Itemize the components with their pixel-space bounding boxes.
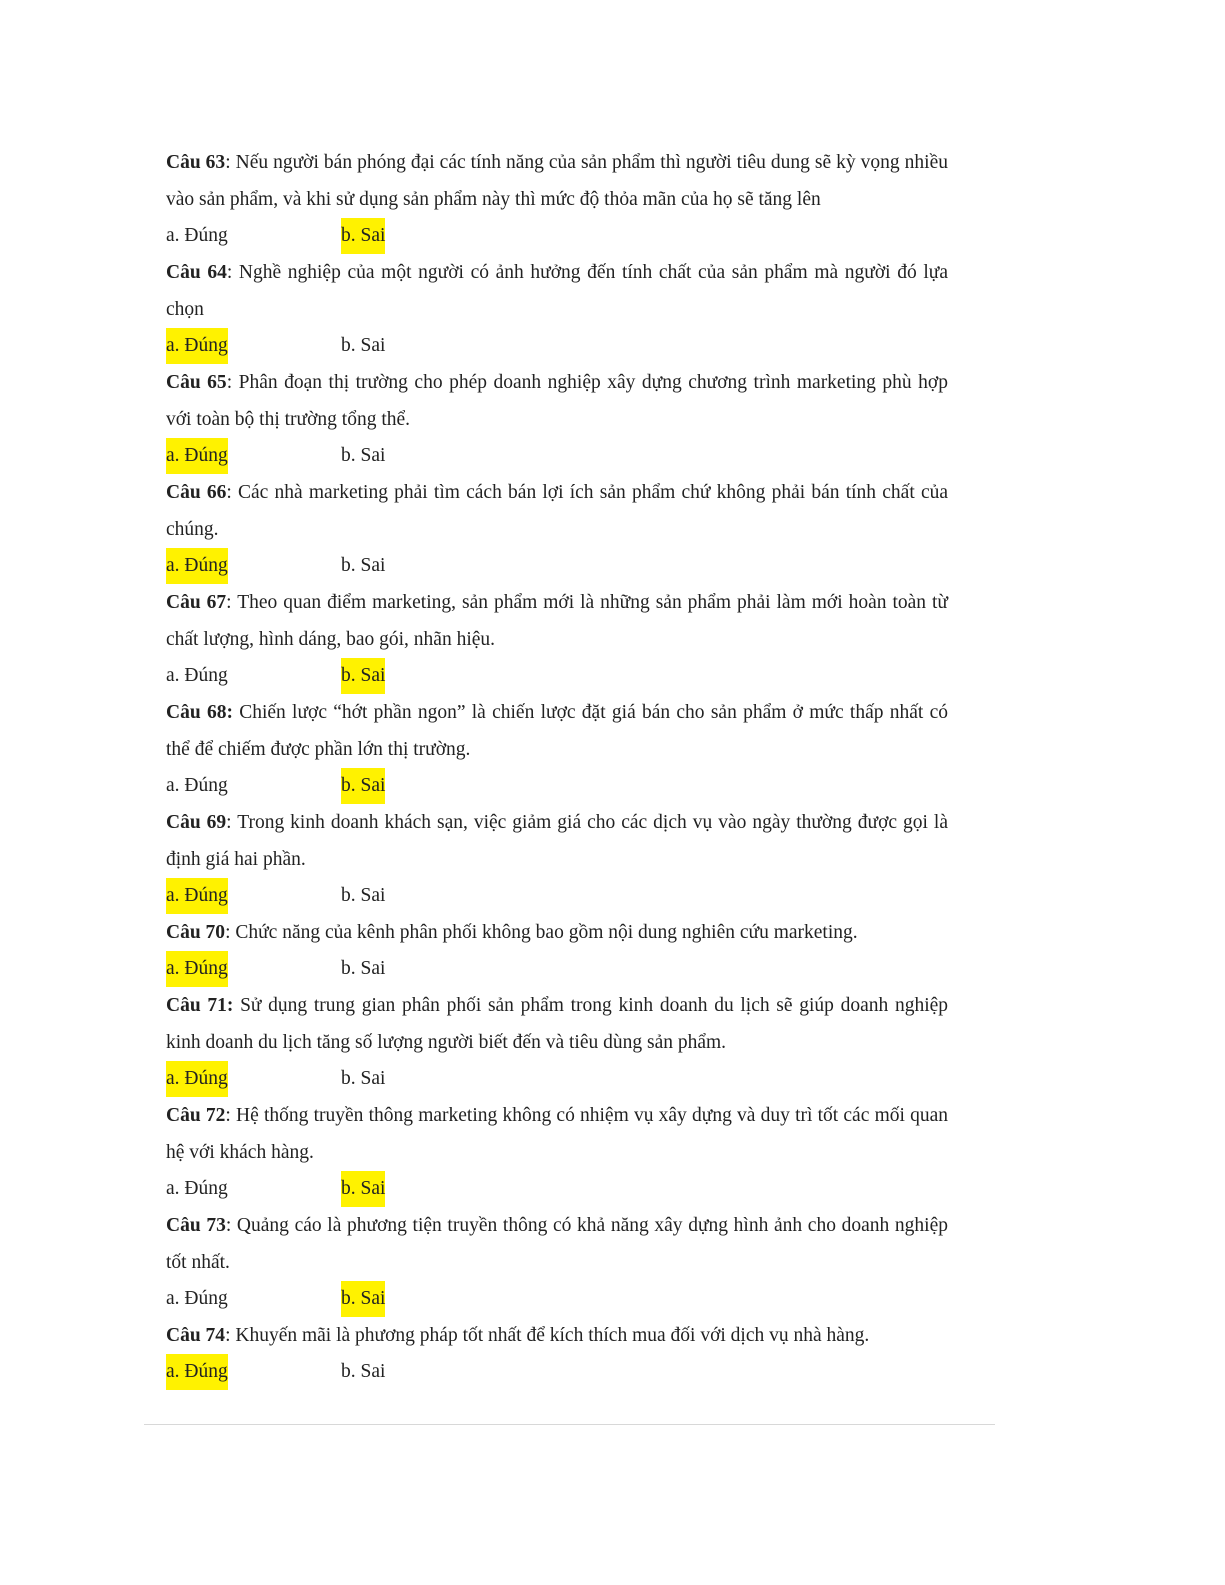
- option-a[interactable]: a. Đúng: [166, 775, 228, 796]
- option-b[interactable]: b. Sai: [341, 1068, 386, 1089]
- question-text: [166, 694, 948, 768]
- question-body: Sử dụng trung gian phân phối sản phẩm trong kinh doanh du lịch sẽ giúp doanh nghiệp kinh doanh du lịch tăng số lượng người biết đến và tiêu dùng sản phẩm.: [166, 995, 949, 1053]
- option-b[interactable]: b. Sai: [341, 885, 386, 906]
- question-text: [166, 1317, 948, 1354]
- option-b-highlighted[interactable]: b. Sai: [341, 218, 385, 254]
- option-b-highlighted[interactable]: b. Sai: [341, 768, 385, 804]
- question-body: Chức năng của kênh phân phối không bao gồm nội dung nghiên cứu marketing.: [235, 922, 858, 943]
- question-separator: :: [225, 922, 236, 943]
- question-separator: :: [226, 372, 239, 393]
- option-b[interactable]: b. Sai: [341, 1361, 386, 1382]
- question-number: Câu 68:: [166, 702, 233, 723]
- option-b[interactable]: b. Sai: [341, 445, 386, 466]
- question-body: Các nhà marketing phải tìm cách bán lợi ích sản phẩm chứ không phải bán tính chất của chúng.: [166, 482, 948, 540]
- answer-options: [166, 1061, 948, 1097]
- question-number: Câu 69: [166, 812, 227, 833]
- question-body: Hệ thống truyền thông marketing không có nhiệm vụ xây dựng và duy trì tốt các mối quan hệ với khách hàng.: [166, 1105, 949, 1163]
- question-text: [166, 987, 948, 1061]
- answer-options: [166, 658, 948, 694]
- answer-options: [166, 438, 948, 474]
- question-text: [166, 1207, 948, 1281]
- option-b[interactable]: b. Sai: [341, 958, 386, 979]
- question-text: [166, 144, 948, 218]
- document-page: [166, 144, 948, 1390]
- option-a-highlighted[interactable]: a. Đúng: [166, 1061, 228, 1097]
- question-text: [166, 364, 948, 438]
- question-body: Quảng cáo là phương tiện truyền thông có khả năng xây dựng hình ảnh cho doanh nghiệp tốt nhất.: [166, 1215, 949, 1273]
- option-b-highlighted[interactable]: b. Sai: [341, 1171, 385, 1207]
- answer-options: [166, 1281, 948, 1317]
- question-text: [166, 914, 948, 951]
- option-a[interactable]: a. Đúng: [166, 1288, 228, 1309]
- question-number: Câu 70: [166, 922, 226, 943]
- question-body: Nghề nghiệp của một người có ảnh hưởng đến tính chất của sản phẩm mà người đó lựa chọn: [166, 262, 948, 320]
- option-b-highlighted[interactable]: b. Sai: [341, 658, 385, 694]
- option-b-highlighted[interactable]: b. Sai: [341, 1281, 385, 1317]
- question-74: [166, 1317, 948, 1390]
- question-text: [166, 584, 948, 658]
- question-body: Nếu người bán phóng đại các tính năng của sản phẩm thì người tiêu dung sẽ kỳ vọng nhiều vào sản phẩm, và khi sử dụng sản phẩm này thì mức độ thỏa mãn của họ sẽ tăng lên: [166, 152, 948, 210]
- option-a-highlighted[interactable]: a. Đúng: [166, 1354, 228, 1390]
- question-separator: :: [226, 482, 239, 503]
- question-body: Trong kinh doanh khách sạn, việc giảm giá cho các dịch vụ vào ngày thường được gọi là định giá hai phần.: [166, 812, 948, 870]
- question-separator: :: [225, 1105, 237, 1126]
- question-72: [166, 1097, 948, 1207]
- question-separator: :: [226, 812, 238, 833]
- question-69: [166, 804, 948, 914]
- answer-options: [166, 1354, 948, 1390]
- answer-options: [166, 218, 948, 254]
- question-separator: :: [225, 1215, 237, 1236]
- question-66: [166, 474, 948, 584]
- option-a-highlighted[interactable]: a. Đúng: [166, 438, 228, 474]
- option-a[interactable]: a. Đúng: [166, 665, 228, 686]
- question-number: Câu 63: [166, 152, 226, 173]
- question-number: Câu 72: [166, 1105, 226, 1126]
- question-70: [166, 914, 948, 987]
- answer-options: [166, 878, 948, 914]
- question-body: Chiến lược “hớt phần ngon” là chiến lược đặt giá bán cho sản phẩm ở mức thấp nhất có thể để chiếm được phần lớn thị trường.: [166, 702, 948, 760]
- question-body: Khuyến mãi là phương pháp tốt nhất để kích thích mua đối với dịch vụ nhà hàng.: [235, 1325, 870, 1346]
- answer-options: [166, 951, 948, 987]
- question-text: [166, 254, 948, 328]
- question-number: Câu 64: [166, 262, 227, 283]
- question-63: [166, 144, 948, 254]
- question-number: Câu 74: [166, 1325, 226, 1346]
- answer-options: [166, 768, 948, 804]
- option-a-highlighted[interactable]: a. Đúng: [166, 328, 228, 364]
- option-a-highlighted[interactable]: a. Đúng: [166, 951, 228, 987]
- answer-options: [166, 328, 948, 364]
- question-body: Phân đoạn thị trường cho phép doanh nghiệp xây dựng chương trình marketing phù hợp với toàn bộ thị trường tổng thể.: [166, 372, 948, 430]
- answer-options: [166, 1171, 948, 1207]
- question-number: Câu 73: [166, 1215, 226, 1236]
- question-number: Câu 71:: [166, 995, 234, 1016]
- answer-options: [166, 548, 948, 584]
- question-separator: :: [225, 152, 236, 173]
- option-a-highlighted[interactable]: a. Đúng: [166, 548, 228, 584]
- option-a[interactable]: a. Đúng: [166, 225, 228, 246]
- option-a[interactable]: a. Đúng: [166, 1178, 228, 1199]
- question-number: Câu 67: [166, 592, 227, 613]
- question-separator: :: [226, 592, 238, 613]
- question-number: Câu 65: [166, 372, 227, 393]
- question-number: Câu 66: [166, 482, 227, 503]
- question-separator: :: [226, 262, 239, 283]
- question-text: [166, 804, 948, 878]
- question-67: [166, 584, 948, 694]
- page-bottom-divider: [144, 1424, 995, 1425]
- question-71: [166, 987, 948, 1097]
- question-65: [166, 364, 948, 474]
- question-64: [166, 254, 948, 364]
- option-b[interactable]: b. Sai: [341, 555, 386, 576]
- question-separator: :: [225, 1325, 236, 1346]
- question-body: Theo quan điểm marketing, sản phẩm mới là những sản phẩm phải làm mới hoàn toàn từ chất lượng, hình dáng, bao gói, nhãn hiệu.: [166, 592, 948, 650]
- question-text: [166, 474, 948, 548]
- question-73: [166, 1207, 948, 1317]
- option-a-highlighted[interactable]: a. Đúng: [166, 878, 228, 914]
- question-text: [166, 1097, 948, 1171]
- option-b[interactable]: b. Sai: [341, 335, 386, 356]
- question-68: [166, 694, 948, 804]
